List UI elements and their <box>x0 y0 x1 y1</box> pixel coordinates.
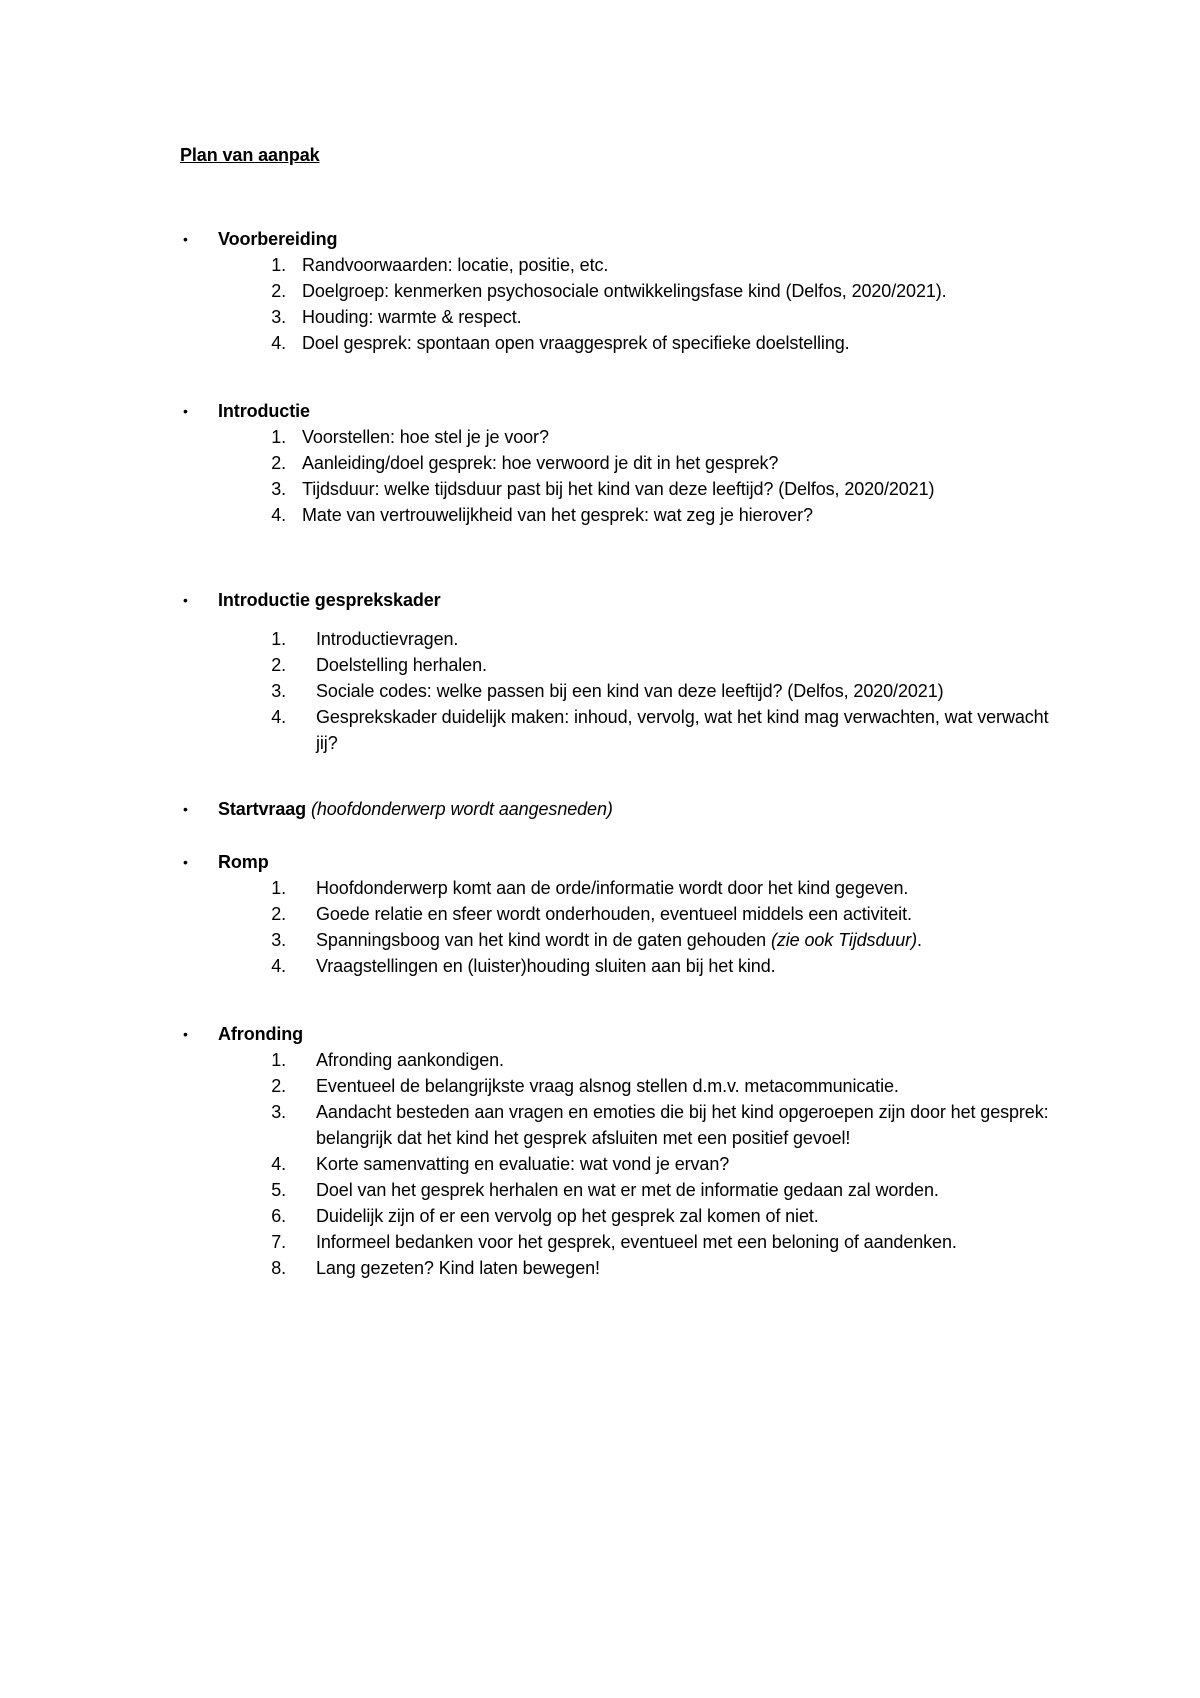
section-heading-line <box>0 588 1200 613</box>
list-item <box>0 1151 1200 1177</box>
list-item-text: Afronding aankondigen. <box>316 1050 504 1070</box>
bullet-icon: • <box>183 403 188 419</box>
list-item <box>0 450 1200 476</box>
list-item-text-part: . <box>916 930 922 950</box>
list-item <box>0 304 1200 330</box>
list-item-text-part: Spanningsboog van het kind wordt in de gaten gehouden <box>316 930 771 950</box>
list-item <box>0 424 1200 450</box>
section-introductie <box>0 399 1200 528</box>
list-number: 4. <box>271 1154 286 1174</box>
list-number: 4. <box>271 333 286 353</box>
list-item-text: Eventueel de belangrijkste vraag alsnog stellen d.m.v. metacommunicatie. <box>316 1076 899 1096</box>
list-number: 2. <box>271 281 286 301</box>
list-number: 1. <box>271 1050 286 1070</box>
section-heading: Introductie <box>218 401 310 421</box>
list-number: 7. <box>271 1232 286 1252</box>
list-item-text: Voorstellen: hoe stel je je voor? <box>302 427 549 447</box>
list-number: 5. <box>271 1180 286 1200</box>
list-item <box>0 1177 1200 1203</box>
list-number: 3. <box>271 307 286 327</box>
list-item <box>0 652 1200 678</box>
list-item-text: Korte samenvatting en evaluatie: wat vond je ervan? <box>316 1154 730 1174</box>
list-item <box>0 953 1200 979</box>
section-heading-note: (hoofdonderwerp wordt aangesneden) <box>310 799 613 819</box>
section-romp <box>0 850 1200 979</box>
bullet-icon: • <box>183 1026 188 1042</box>
list-item <box>0 901 1200 927</box>
list-item <box>0 704 1200 756</box>
section-heading-line <box>0 850 1200 875</box>
page-title: Plan van aanpak <box>180 145 320 165</box>
list-item-text: Hoofdonderwerp komt aan de orde/informatie wordt door het kind gegeven. <box>316 878 909 898</box>
list-number: 3. <box>271 930 286 950</box>
list-item <box>0 875 1200 901</box>
section-heading-line <box>0 399 1200 424</box>
list-item-text: Lang gezeten? Kind laten bewegen! <box>316 1258 600 1278</box>
list-item-text: Doel van het gesprek herhalen en wat er met de informatie gedaan zal worden. <box>316 1180 939 1200</box>
section-heading-line <box>0 797 1200 822</box>
list-item <box>0 927 1200 953</box>
list-item-text <box>316 927 1061 953</box>
list-item <box>0 1099 1200 1151</box>
numbered-list <box>0 1047 1200 1281</box>
list-number: 4. <box>271 505 286 525</box>
list-number: 1. <box>271 629 286 649</box>
numbered-list <box>0 626 1200 756</box>
bullet-icon: • <box>183 592 188 608</box>
bullet-icon: • <box>183 801 188 817</box>
list-item-text: Sociale codes: welke passen bij een kind van deze leeftijd? (Delfos, 2020/2021) <box>316 681 944 701</box>
list-number: 1. <box>271 878 286 898</box>
list-item-text: Gesprekskader duidelijk maken: inhoud, vervolg, wat het kind mag verwachten, wat verwacht jij? <box>316 707 1049 753</box>
section-startvraag <box>0 797 1200 822</box>
list-number: 2. <box>271 1076 286 1096</box>
list-number: 4. <box>271 956 286 976</box>
bullet-icon: • <box>183 854 188 870</box>
list-item <box>0 1047 1200 1073</box>
numbered-list <box>0 252 1200 356</box>
list-number: 2. <box>271 655 286 675</box>
list-number: 3. <box>271 479 286 499</box>
list-item-text: Aandacht besteden aan vragen en emoties die bij het kind opgeroepen zijn door het gesprek: belangrijk dat het kind het gesprek afsluiten met een positief gevoel! <box>316 1102 1049 1148</box>
list-item-text: Tijdsduur: welke tijdsduur past bij het kind van deze leeftijd? (Delfos, 2020/2021) <box>302 479 935 499</box>
section-heading: Introductie gesprekskader <box>218 590 441 610</box>
list-number: 4. <box>271 707 286 727</box>
section-heading-label: Startvraag <box>218 799 307 819</box>
list-item <box>0 626 1200 652</box>
list-item <box>0 1203 1200 1229</box>
numbered-list <box>0 424 1200 528</box>
list-item-text: Goede relatie en sfeer wordt onderhouden, eventueel middels een activiteit. <box>316 904 912 924</box>
list-item-text: Houding: warmte & respect. <box>302 307 522 327</box>
section-heading <box>218 797 613 822</box>
list-number: 3. <box>271 681 286 701</box>
list-item <box>0 476 1200 502</box>
section-heading: Voorbereiding <box>218 229 338 249</box>
list-item <box>0 252 1200 278</box>
section-heading: Romp <box>218 852 269 872</box>
bullet-icon: • <box>183 231 188 247</box>
list-item <box>0 330 1200 356</box>
list-item <box>0 1255 1200 1281</box>
list-item-text: Doelstelling herhalen. <box>316 655 487 675</box>
list-item-text: Doel gesprek: spontaan open vraaggesprek of specifieke doelstelling. <box>302 333 850 353</box>
list-item-text: Informeel bedanken voor het gesprek, eventueel met een beloning of aandenken. <box>316 1232 957 1252</box>
list-item-text: Duidelijk zijn of er een vervolg op het gesprek zal komen of niet. <box>316 1206 819 1226</box>
list-item <box>0 1229 1200 1255</box>
list-item-text: Randvoorwaarden: locatie, positie, etc. <box>302 255 609 275</box>
numbered-list <box>0 875 1200 979</box>
list-item <box>0 502 1200 528</box>
list-item <box>0 1073 1200 1099</box>
list-item-text: Aanleiding/doel gesprek: hoe verwoord je dit in het gesprek? <box>302 453 779 473</box>
list-item-text: Doelgroep: kenmerken psychosociale ontwikkelingsfase kind (Delfos, 2020/2021). <box>302 281 947 301</box>
section-voorbereiding <box>0 227 1200 356</box>
list-number: 6. <box>271 1206 286 1226</box>
list-number: 2. <box>271 904 286 924</box>
list-number: 2. <box>271 453 286 473</box>
list-item-text-italic: (zie ook Tijdsduur) <box>770 930 917 950</box>
list-number: 8. <box>271 1258 286 1278</box>
list-item-text: Introductievragen. <box>316 629 459 649</box>
section-afronding <box>0 1022 1200 1281</box>
section-heading-line <box>0 1022 1200 1047</box>
list-item <box>0 678 1200 704</box>
list-item <box>0 278 1200 304</box>
list-item-text: Vraagstellingen en (luister)houding sluiten aan bij het kind. <box>316 956 776 976</box>
section-introductie-gesprekskader <box>0 588 1200 756</box>
list-item-text: Mate van vertrouwelijkheid van het gesprek: wat zeg je hierover? <box>302 505 813 525</box>
list-number: 1. <box>271 427 286 447</box>
section-heading: Afronding <box>218 1024 304 1044</box>
section-heading-line <box>0 227 1200 252</box>
list-number: 1. <box>271 255 286 275</box>
list-number: 3. <box>271 1102 286 1122</box>
